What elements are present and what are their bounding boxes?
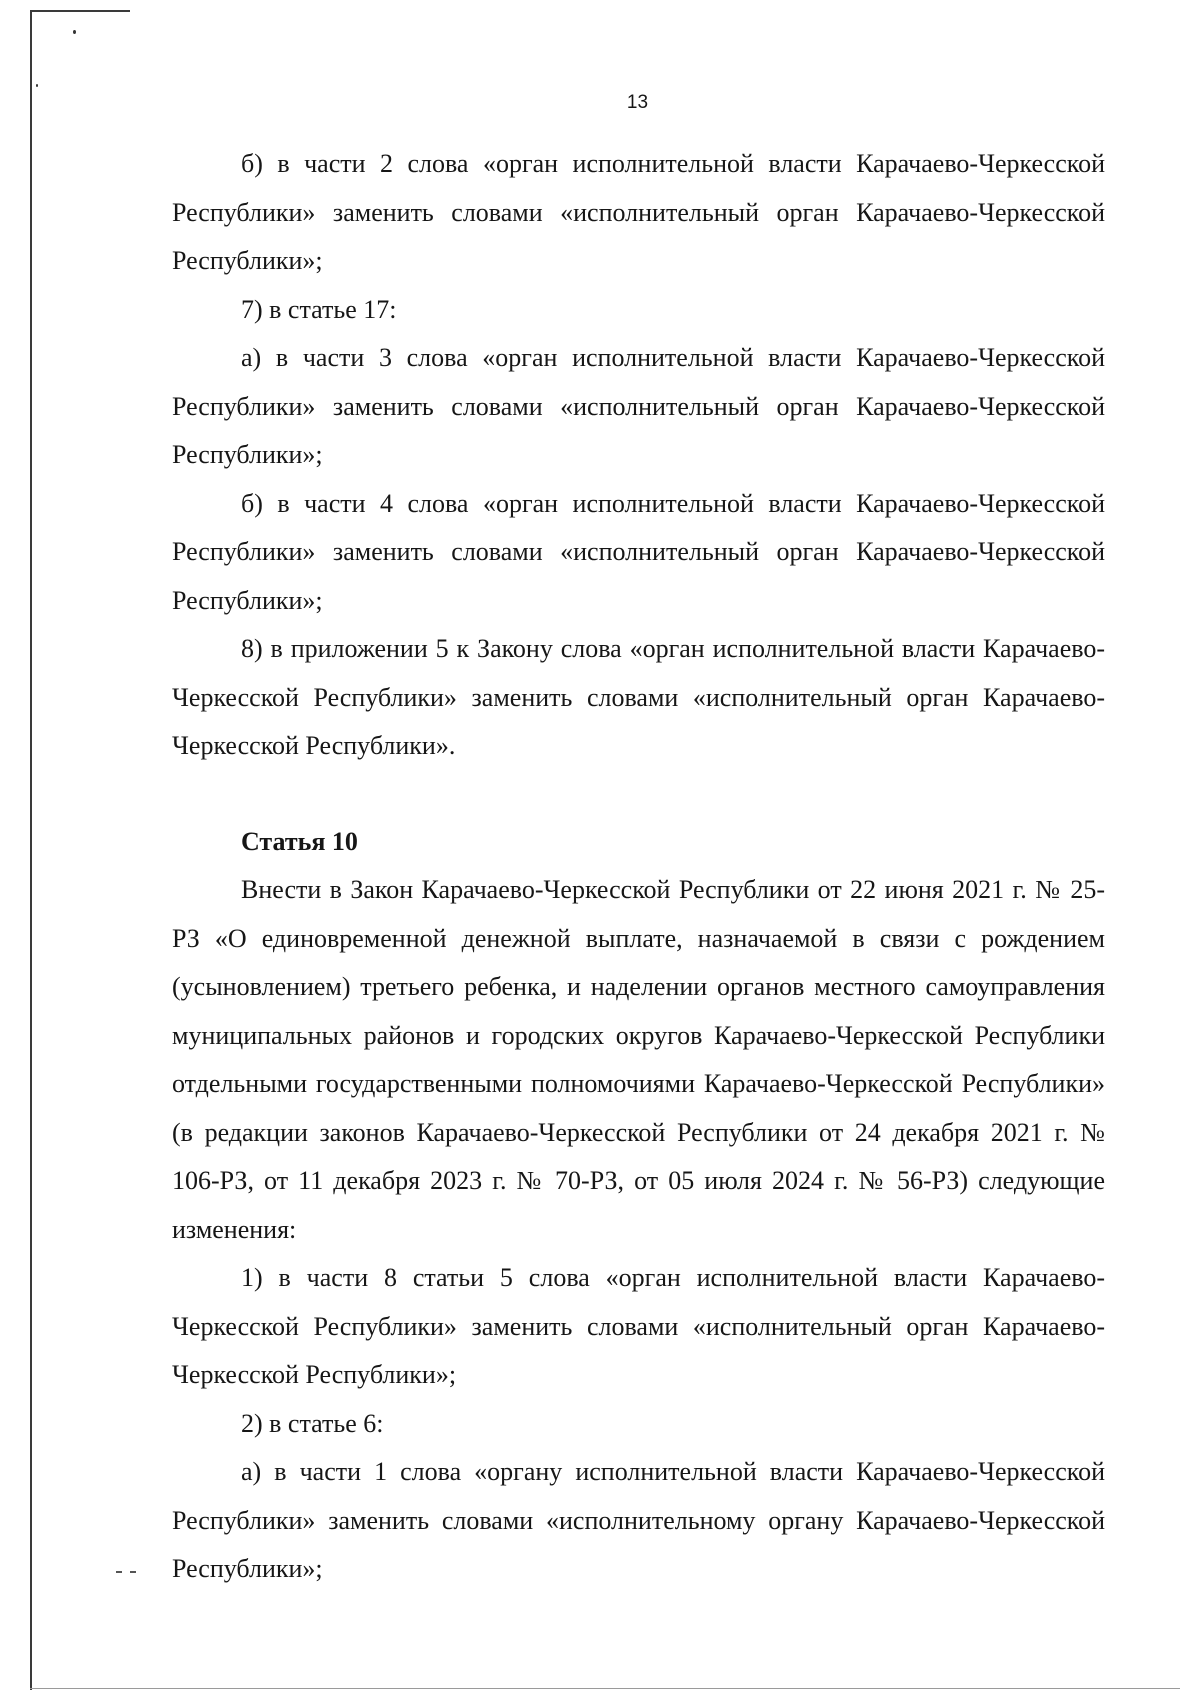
article-heading: Статья 10 [241,826,358,856]
scan-speck [36,84,38,87]
scan-mark [116,1571,122,1573]
document-body [172,140,1105,1594]
paragraph: 2) в статье 6: [241,1408,384,1438]
scan-edge-top [30,10,130,12]
scan-speck [73,30,76,34]
page-number: 13 [626,92,649,113]
paragraph: 8) в приложении 5 к Закону слова «орган исполнительной власти Карачаево-Черкесской Республики» заменить словами «исполнительный орган Карачаево-Черкесской Республики». [172,634,1105,760]
paragraph: б) в части 4 слова «орган исполнительной власти Карачаево-Черкесской Республики» заменить словами «исполнительный орган Карачаево-Черкесской Республики»; [172,488,1105,615]
paragraph: а) в части 1 слова «органу исполнительной власти Карачаево-Черкесской Республики» заменить словами «исполнительному органу Карачаево-Черкесской Республики»; [172,1457,1105,1583]
paragraph: 1) в части 8 статьи 5 слова «орган исполнительной власти Карачаево-Черкесской Республики» заменить словами «исполнительный орган Карачаево-Черкесской Республики»; [172,1263,1105,1389]
paragraph: 7) в статье 17: [241,294,397,324]
paragraph: Внести в Закон Карачаево-Черкесской Республики от 22 июня 2021 г. № 25-РЗ «О единовременной денежной выплате, назначаемой в связи с рождением (усыновлением) третьего ребенка, и наделении органов местного самоуправления муниципальных районов и городских округов Карачаево-Черкесской Республики отдельными государственными полномочиями Карачаево-Черкесской Республики» (в редакции законов Карачаево-Черкесской Республики от 24 декабря 2021 г. № 106-РЗ, от 11 декабря 2023 г. № 70-РЗ, от 05 июля 2024 г. № 56-РЗ) следующие изменения: [172,875,1105,1244]
paragraph: б) в части 2 слова «орган исполнительной власти Карачаево-Черкесской Республики» заменить словами «исполнительный орган Карачаево-Черкесской Республики»; [172,149,1105,275]
scan-edge-bottom [30,1688,1180,1689]
scan-edge-left [30,10,32,1690]
paragraph: а) в части 3 слова «орган исполнительной власти Карачаево-Черкесской Республики» заменить словами «исполнительный орган Карачаево-Черкесской Республики»; [172,343,1105,469]
scan-mark [130,1571,136,1573]
